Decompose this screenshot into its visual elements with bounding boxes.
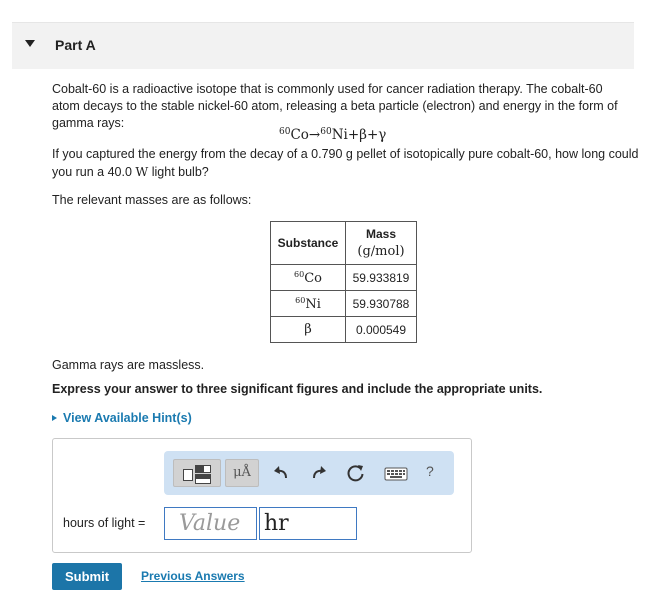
question-text-1: If you captured the energy from the decay of a 0.790 g pellet of isotopically pure cobalt-60, how long could you run a 40.0 [52,147,639,179]
unit-input[interactable]: hr [259,507,357,540]
undo-icon[interactable] [271,463,291,483]
substance-cell [271,265,346,291]
mass-cell: 59.933819 [346,265,417,291]
decay-equation [279,127,386,143]
equation-rest: +β+γ [347,127,387,143]
header-mass-label: Mass [365,227,397,241]
product-symbol: Ni [331,127,348,143]
part-title: Part A [55,37,96,53]
gamma-note: Gamma rays are massless. [52,358,205,372]
reactant-symbol: Co [290,127,309,143]
table-row [271,291,417,317]
part-header[interactable] [12,23,634,69]
intro-paragraph: Cobalt-60 is a radioactive isotope that is commonly used for cancer radiation therapy. The cobalt-60 atom decays to the stable nickel-60 atom, releasing a beta particle (electron) and energy in the form of gamma rays: [52,82,618,130]
reset-icon[interactable] [346,463,366,483]
view-hints-link[interactable] [52,411,192,425]
mass-number: 60 [295,295,306,305]
substance-cell [271,317,346,343]
redo-icon[interactable] [309,463,329,483]
mass-cell: 0.000549 [346,317,417,343]
submit-button[interactable]: Submit [52,563,122,590]
header-mass-unit: (g/mol) [357,244,405,259]
hint-link-label: View Available Hint(s) [63,411,192,425]
product-mass-number: 60 [320,127,332,137]
value-input[interactable]: Value [164,507,257,540]
table-header-row [271,222,417,265]
help-icon[interactable]: ? [426,463,434,479]
element-symbol: Co [304,270,322,286]
templates-button[interactable] [173,459,221,487]
mass-table [270,221,417,343]
reaction-arrow: → [308,127,321,143]
mass-number: 60 [294,269,305,279]
masses-intro: The relevant masses are as follows: [52,193,252,207]
substance-cell [271,291,346,317]
keyboard-icon[interactable] [384,463,408,483]
header-mass [346,222,417,265]
previous-answers-link[interactable]: Previous Answers [141,569,245,583]
element-symbol: Ni [305,296,321,312]
table-row [271,317,417,343]
table-row [271,265,417,291]
collapse-caret-icon[interactable] [25,40,35,47]
units-icon: μÅ [233,465,251,480]
expand-triangle-icon [52,415,57,421]
question-text-2: light bulb? [148,165,209,179]
units-button[interactable] [225,459,259,487]
answer-instruction: Express your answer to three significant figures and include the appropriate units. [52,382,543,396]
watt-unit: W [135,164,149,179]
mass-cell: 59.930788 [346,291,417,317]
math-toolbar [164,451,454,495]
reactant-mass-number: 60 [279,127,291,137]
element-symbol: β [304,322,312,337]
question-paragraph [52,146,642,181]
answer-label: hours of light = [63,516,146,530]
header-substance: Substance [271,222,346,265]
